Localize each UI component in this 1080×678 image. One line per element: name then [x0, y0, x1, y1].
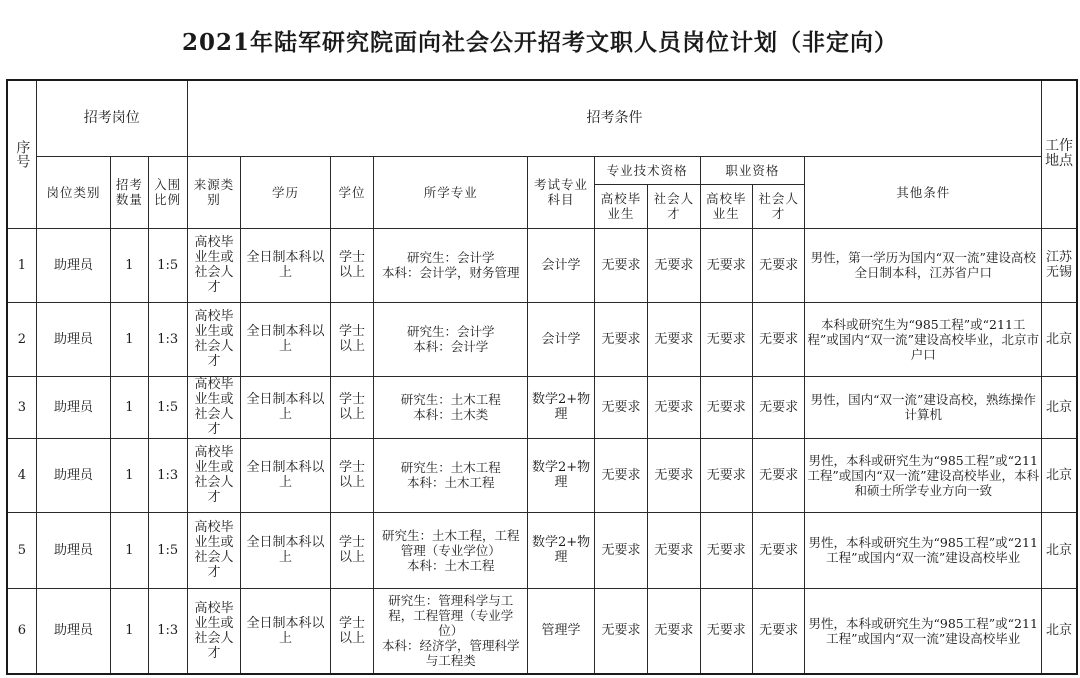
cell-ratio: 1:5	[148, 228, 187, 302]
cell-tq-social: 无要求	[648, 228, 700, 302]
table-row	[7, 228, 1077, 302]
cell-vq-social: 无要求	[752, 438, 804, 512]
cell-vq-graduate: 无要求	[700, 512, 752, 588]
header-interview-ratio: 入围比例	[148, 156, 187, 228]
cell-exam-subject: 数学2+物理	[528, 438, 594, 512]
cell-work-place: 北京	[1042, 302, 1077, 376]
cell-degree: 学士以上	[330, 376, 373, 438]
cell-major: 研究生：会计学 本科：会计学，财务管理	[374, 228, 528, 302]
cell-position-type: 助理员	[36, 438, 111, 512]
header-vocational-qualification: 职业资格	[700, 156, 805, 184]
cell-position-type: 助理员	[36, 376, 111, 438]
cell-vq-social: 无要求	[752, 302, 804, 376]
cell-other-conditions: 男性，第一学历为国内“双一流”建设高校全日制本科，江苏省户口	[805, 228, 1042, 302]
cell-education: 全日制本科以上	[241, 302, 331, 376]
cell-education: 全日制本科以上	[241, 512, 331, 588]
cell-major: 研究生：管理科学与工程，工程管理（专业学位） 本科：经济学，管理科学与工程类	[374, 588, 528, 674]
cell-vq-social: 无要求	[752, 228, 804, 302]
cell-ratio: 1:5	[148, 512, 187, 588]
cell-exam-subject: 会计学	[528, 228, 594, 302]
header-position-group: 招考岗位	[36, 80, 187, 156]
cell-degree: 学士以上	[330, 438, 373, 512]
cell-source: 高校毕业生或社会人才	[187, 302, 240, 376]
cell-vq-social: 无要求	[752, 376, 804, 438]
header-other-conditions: 其他条件	[805, 156, 1042, 228]
cell-quota: 1	[111, 376, 148, 438]
cell-source: 高校毕业生或社会人才	[187, 512, 240, 588]
cell-tq-graduate: 无要求	[594, 588, 647, 674]
cell-tq-social: 无要求	[648, 302, 700, 376]
cell-major: 研究生：土木工程 本科：土木类	[374, 376, 528, 438]
cell-ratio: 1:3	[148, 588, 187, 674]
header-vq-social: 社会人才	[752, 184, 804, 228]
cell-position-type: 助理员	[36, 228, 111, 302]
cell-exam-subject: 管理学	[528, 588, 594, 674]
cell-degree: 学士以上	[330, 302, 373, 376]
cell-source: 高校毕业生或社会人才	[187, 438, 240, 512]
cell-major: 研究生：土木工程，工程管理（专业学位） 本科：土木工程	[374, 512, 528, 588]
cell-quota: 1	[111, 588, 148, 674]
header-degree: 学位	[330, 156, 373, 228]
cell-education: 全日制本科以上	[241, 438, 331, 512]
cell-education: 全日制本科以上	[241, 588, 331, 674]
table-row	[7, 376, 1077, 438]
cell-major: 研究生：会计学 本科：会计学	[374, 302, 528, 376]
cell-ratio: 1:3	[148, 302, 187, 376]
cell-exam-subject: 数学2+物理	[528, 376, 594, 438]
header-conditions-group: 招考条件	[187, 80, 1041, 156]
cell-seq: 1	[7, 228, 36, 302]
table-row	[7, 512, 1077, 588]
cell-vq-social: 无要求	[752, 512, 804, 588]
cell-vq-graduate: 无要求	[700, 376, 752, 438]
cell-quota: 1	[111, 228, 148, 302]
header-tq-social: 社会人才	[648, 184, 700, 228]
table-row	[7, 438, 1077, 512]
header-major: 所学专业	[374, 156, 528, 228]
header-source: 来源类别	[187, 156, 240, 228]
cell-position-type: 助理员	[36, 588, 111, 674]
cell-work-place: 北京	[1042, 376, 1077, 438]
cell-seq: 3	[7, 376, 36, 438]
page-title: 2021年陆军研究院面向社会公开招考文职人员岗位计划（非定向）	[181, 29, 898, 56]
cell-other-conditions: 男性，本科或研究生为“985工程”或“211工程”或国内“双一流”建设高校毕业，本科和硕士所学专业方向一致	[805, 438, 1042, 512]
cell-tq-graduate: 无要求	[594, 376, 647, 438]
cell-education: 全日制本科以上	[241, 376, 331, 438]
cell-vq-social: 无要求	[752, 588, 804, 674]
cell-other-conditions: 男性，国内“双一流”建设高校，熟练操作计算机	[805, 376, 1042, 438]
header-vq-graduate: 高校毕业生	[700, 184, 752, 228]
cell-other-conditions: 本科或研究生为“985工程”或“211工程”或国内“双一流”建设高校毕业，北京市户口	[805, 302, 1042, 376]
cell-tq-graduate: 无要求	[594, 302, 647, 376]
header-education: 学历	[241, 156, 331, 228]
cell-degree: 学士以上	[330, 512, 373, 588]
cell-degree: 学士以上	[330, 588, 373, 674]
cell-tq-social: 无要求	[648, 376, 700, 438]
cell-ratio: 1:5	[148, 376, 187, 438]
table-row	[7, 302, 1077, 376]
cell-tq-social: 无要求	[648, 588, 700, 674]
cell-education: 全日制本科以上	[241, 228, 331, 302]
header-position-type: 岗位类别	[36, 156, 111, 228]
position-plan-table	[6, 79, 1078, 675]
cell-other-conditions: 男性，本科或研究生为“985工程”或“211工程”或国内“双一流”建设高校毕业	[805, 588, 1042, 674]
header-seq: 序号	[7, 80, 36, 228]
cell-seq: 5	[7, 512, 36, 588]
cell-seq: 6	[7, 588, 36, 674]
cell-tq-social: 无要求	[648, 512, 700, 588]
cell-degree: 学士以上	[330, 228, 373, 302]
cell-work-place: 北京	[1042, 588, 1077, 674]
cell-tq-graduate: 无要求	[594, 512, 647, 588]
cell-seq: 2	[7, 302, 36, 376]
cell-source: 高校毕业生或社会人才	[187, 376, 240, 438]
cell-work-place: 北京	[1042, 438, 1077, 512]
cell-vq-graduate: 无要求	[700, 302, 752, 376]
cell-exam-subject: 会计学	[528, 302, 594, 376]
cell-quota: 1	[111, 438, 148, 512]
header-tq-graduate: 高校毕业生	[594, 184, 647, 228]
cell-quota: 1	[111, 302, 148, 376]
cell-other-conditions: 男性，本科或研究生为“985工程”或“211工程”或国内“双一流”建设高校毕业	[805, 512, 1042, 588]
cell-vq-graduate: 无要求	[700, 438, 752, 512]
cell-position-type: 助理员	[36, 302, 111, 376]
cell-quota: 1	[111, 512, 148, 588]
cell-vq-graduate: 无要求	[700, 228, 752, 302]
header-quota: 招考数量	[111, 156, 148, 228]
cell-ratio: 1:3	[148, 438, 187, 512]
table-row	[7, 588, 1077, 674]
header-tech-qualification: 专业技术资格	[594, 156, 700, 184]
header-work-place: 工作地点	[1042, 80, 1077, 228]
cell-position-type: 助理员	[36, 512, 111, 588]
cell-work-place: 江苏无锡	[1042, 228, 1077, 302]
cell-major: 研究生：土木工程 本科：土木工程	[374, 438, 528, 512]
cell-tq-graduate: 无要求	[594, 228, 647, 302]
cell-vq-graduate: 无要求	[700, 588, 752, 674]
cell-source: 高校毕业生或社会人才	[187, 588, 240, 674]
cell-tq-social: 无要求	[648, 438, 700, 512]
cell-work-place: 北京	[1042, 512, 1077, 588]
cell-exam-subject: 数学2+物理	[528, 512, 594, 588]
cell-source: 高校毕业生或社会人才	[187, 228, 240, 302]
cell-seq: 4	[7, 438, 36, 512]
header-exam-subject: 考试专业科目	[528, 156, 594, 228]
cell-tq-graduate: 无要求	[594, 438, 647, 512]
